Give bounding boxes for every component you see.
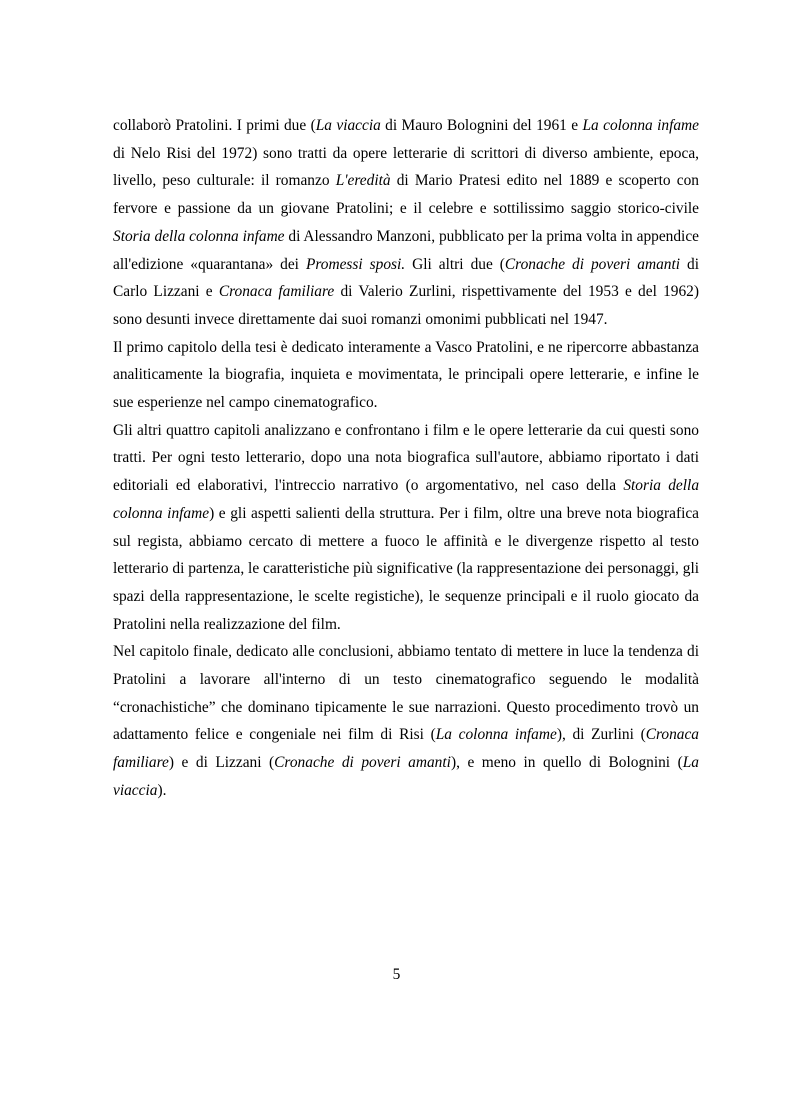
italic-title-run: La viaccia (315, 117, 381, 134)
italic-title-run: Cronaca familiare (113, 726, 699, 772)
italic-title-run: Promessi sposi. (305, 255, 406, 273)
italic-title-run: Cronaca familiare (218, 283, 335, 301)
italic-title-run: La colonna infame (582, 117, 699, 134)
paragraph-first-chapter (113, 334, 699, 417)
text-run: di Mauro Bolognini del 1961 e (380, 117, 583, 134)
text-run: ), di Zurlini ( (556, 726, 646, 744)
italic-title-run: L'eredità (335, 172, 391, 190)
paragraph-final-chapter (113, 638, 699, 804)
text-run: ), e meno in quello di Bolognini ( (450, 754, 683, 772)
text-run: ). (157, 781, 167, 799)
text-run: Il primo capitolo della tesi è dedicato interamente a Vasco Pratolini, e ne ripercorre abbastanza analiticamente la biografia, inquieta e movimentata, le principali opere letterarie, e infine le sue esperienze nel campo cinematografico. (113, 338, 699, 412)
italic-title-run: Cronache di poveri amanti (274, 754, 451, 772)
text-run: di Alessandro Manzoni, pubblicato per la prima volta in appendice all'edizione «quarantana» dei (113, 227, 699, 273)
paragraph-intro-films (113, 112, 699, 334)
italic-title-run: Cronache di poveri amanti (504, 255, 681, 273)
paragraph-other-chapters (113, 417, 699, 639)
italic-title-run: Storia della colonna infame (113, 477, 700, 522)
italic-title-run: La colonna infame (435, 726, 557, 744)
italic-title-run: Storia della colonna infame (113, 227, 285, 245)
italic-title-run: La viaccia (113, 754, 699, 799)
text-run: Gli altri quattro capitoli analizzano e confrontano i film e le opere letterarie da cui questi sono tratti. Per ogni testo letterario, dopo una nota biografica sull'autore, abbiamo riportato i dati editoriali ed elaborativi, l'intreccio narrativo (o argomentativo, nel caso della (113, 421, 699, 495)
text-run: ) e gli aspetti salienti della struttura. Per i film, oltre una breve nota biografica sul regista, abbiamo cercato di mettere a fuoco le affinità e le divergenze rispetto al testo letterario di partenza, le caratteristiche più significative (la rappresentazione dei personaggi, gli spazi della rappresentazione, le scelte registiche), le sequenze principali e il ruolo giocato da Pratolini nella realizzazione del film. (113, 504, 700, 633)
text-run: collaborò Pratolini. I primi due ( (113, 117, 316, 134)
text-run: di Carlo Lizzani e (113, 255, 700, 301)
text-run: di Mario Pratesi edito nel 1889 e scoperto con fervore e passione da un giovane Pratolini; e il celebre e sottilissimo saggio storico-civile (113, 172, 699, 218)
text-run: Nel capitolo finale, dedicato alle conclusioni, abbiamo tentato di mettere in luce la tendenza di Pratolini a lavorare all'interno di un testo cinematografico seguendo le modalità “cronachistiche” che dominano tipicamente le sue narrazioni. Questo procedimento trovò un adattamento felice e congeniale nei film di Risi ( (113, 643, 699, 744)
document-body (113, 112, 699, 805)
text-run: di Nelo Risi del 1972) sono tratti da opere letterarie di scrittori di diverso ambiente, epoca, livello, peso culturale: il romanzo (113, 144, 699, 190)
page-number: 5 (392, 966, 401, 983)
text-run: di Valerio Zurlini, rispettivamente del 1953 e del 1962) sono desunti invece direttamente dai suoi romanzi omonimi pubblicati nel 1947. (113, 283, 699, 328)
text-run: ) e di Lizzani ( (168, 754, 275, 772)
text-run: Gli altri due ( (405, 255, 505, 273)
